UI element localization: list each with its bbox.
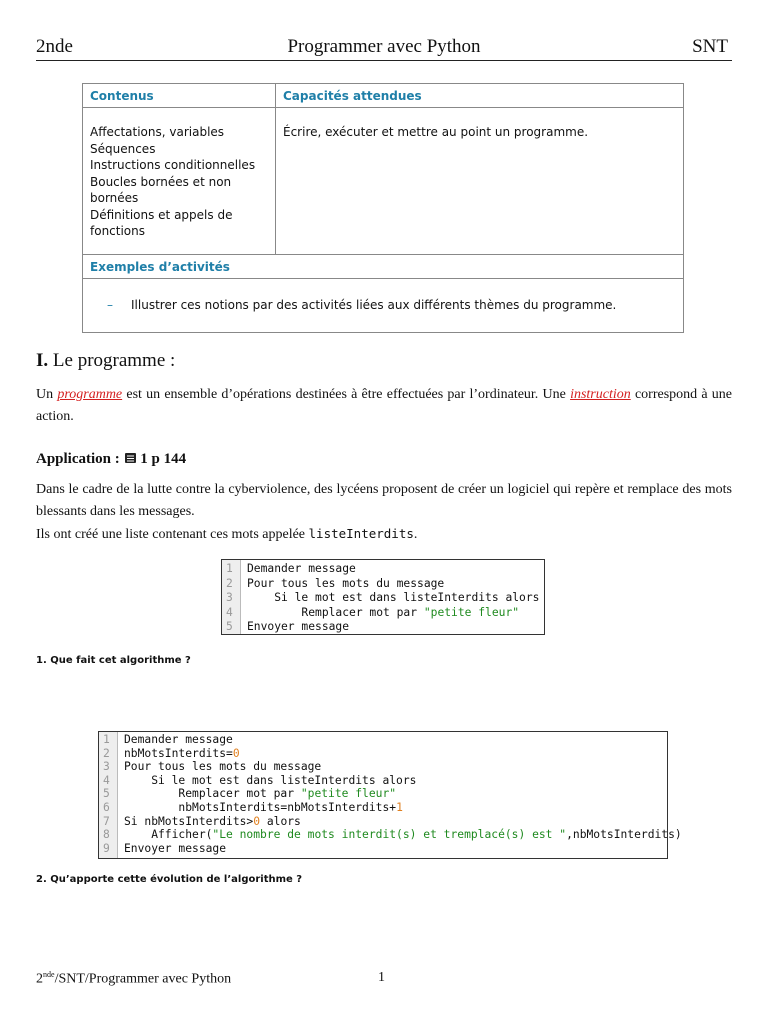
algorithm-code-block-1 — [221, 559, 545, 635]
code-number: 0 — [253, 814, 261, 828]
dash-bullet: – — [107, 298, 113, 312]
code-text: Si le mot est dans listeInterdits alors — [124, 773, 417, 787]
code-text: Demander message — [247, 562, 356, 575]
code-part: alors — [260, 814, 301, 828]
example-item — [83, 279, 683, 312]
line-number: 5 — [226, 620, 233, 634]
code-line — [99, 760, 667, 774]
code-part: Afficher( — [124, 828, 213, 842]
code-number: 1 — [396, 800, 403, 814]
contents-cell — [83, 108, 276, 255]
code-text: Envoyer message — [124, 841, 227, 855]
header-title: Programmer avec Python — [287, 36, 481, 57]
contents-line: Séquences — [90, 141, 156, 156]
code-line — [222, 562, 544, 577]
context-text: Ils ont créé une liste contenant ces mots appelée — [36, 527, 309, 542]
capacities-cell: Écrire, exécuter et mettre au point un programme. — [276, 108, 684, 255]
code-text — [124, 815, 301, 829]
page-number: 1 — [378, 970, 385, 985]
code-part: nbMotsInterdits= — [124, 746, 233, 760]
intro-text: Un — [36, 387, 58, 402]
code-string: "petite fleur" — [300, 787, 397, 801]
code-text — [124, 747, 240, 761]
keyword-programme: programme — [57, 387, 123, 402]
footer-path — [36, 970, 231, 988]
code-line — [222, 577, 544, 592]
line-number: 1 — [103, 733, 110, 746]
header-subject: SNT — [692, 36, 728, 57]
section-text: Le programme : — [52, 350, 176, 371]
code-text — [247, 606, 519, 621]
code-text: Demander message — [124, 733, 233, 746]
question-2: 2. Qu’apporte cette évolution de l’algorithme ? — [36, 874, 303, 885]
code-text: Envoyer message — [247, 620, 350, 634]
line-number: 5 — [103, 787, 110, 801]
code-string: "petite fleur" — [423, 605, 520, 619]
footer-text: /SNT/Programmer avec Python — [54, 971, 232, 987]
list-name-code: listeInterdits — [308, 526, 414, 541]
application-label: Application : — [36, 451, 120, 467]
question-1: 1. Que fait cet algorithme ? — [36, 655, 191, 666]
intro-text: correspond à une action. — [36, 387, 732, 424]
intro-paragraph — [36, 384, 732, 428]
line-number: 6 — [103, 800, 110, 814]
code-line — [99, 801, 667, 815]
code-text: Pour tous les mots du message — [247, 576, 445, 590]
section-title — [36, 350, 175, 372]
code-text — [124, 787, 396, 801]
code-part: Remplacer mot par — [247, 605, 424, 619]
contents-line: fonctions — [90, 224, 146, 238]
line-number: 3 — [103, 760, 110, 774]
contents-line: Définitions et appels de — [90, 207, 233, 222]
line-number: 9 — [103, 841, 110, 855]
code-text: Si le mot est dans listeInterdits alors — [247, 591, 540, 605]
line-number: 7 — [103, 814, 110, 828]
contents-line: Boucles bornées et non — [90, 174, 232, 189]
line-number: 8 — [103, 828, 110, 842]
header-level: 2nde — [36, 36, 73, 57]
contents-line: Affectations, variables — [90, 125, 225, 139]
context-line — [36, 523, 732, 546]
code-string: "Le nombre de mots interdit(s) et tremplacé(s) est " — [212, 828, 567, 842]
code-part: ,nbMotsInterdits) — [566, 828, 682, 842]
code-line — [222, 606, 544, 621]
code-line — [99, 842, 667, 856]
code-text: Pour tous les mots du message — [124, 760, 322, 774]
code-line — [99, 774, 667, 788]
contents-line: bornées — [90, 191, 139, 205]
section-number: I. — [36, 350, 49, 371]
application-ref: 1 p 144 — [140, 451, 187, 467]
curriculum-table — [82, 83, 684, 333]
code-line — [99, 815, 667, 829]
examples-cell — [83, 255, 684, 333]
page-header — [36, 36, 732, 61]
code-line — [99, 828, 682, 842]
line-number: 2 — [103, 746, 110, 760]
contents-header: Contenus — [83, 84, 276, 108]
footer-level: 2 — [36, 971, 43, 987]
examples-header: Exemples d’activités — [83, 255, 683, 279]
footer-sup: nde — [43, 970, 55, 979]
code-line — [222, 591, 544, 606]
application-title — [36, 451, 186, 468]
code-part: Remplacer mot par — [124, 787, 301, 801]
algorithm-code-block-2 — [98, 731, 682, 859]
code-number: 0 — [232, 746, 240, 760]
intro-text: est un ensemble d’opérations destinées à être effectuées par l’ordinateur. Une — [122, 387, 571, 402]
line-number: 3 — [226, 591, 233, 605]
code-line — [222, 620, 544, 635]
context-paragraph: Dans le cadre de la lutte contre la cyberviolence, des lycéens proposent de créer un logiciel qui repère et remplace des mots blessants dans les messages. — [36, 482, 732, 519]
code-text — [124, 801, 403, 815]
code-line — [99, 733, 667, 747]
code-part: Si nbMotsInterdits> — [124, 814, 254, 828]
keyword-instruction: instruction — [570, 387, 631, 402]
book-icon — [124, 451, 137, 467]
line-number: 1 — [226, 562, 233, 575]
code-line — [99, 787, 667, 801]
line-number: 2 — [226, 576, 233, 590]
line-number: 4 — [226, 605, 233, 619]
code-part: nbMotsInterdits=nbMotsInterdits+ — [124, 800, 397, 814]
example-text: Illustrer ces notions par des activités liées aux différents thèmes du programme. — [131, 298, 617, 312]
line-number: 4 — [103, 773, 110, 787]
contents-line: Instructions conditionnelles — [90, 158, 256, 172]
capacities-header: Capacités attendues — [276, 84, 684, 108]
context-text: . — [413, 527, 418, 542]
code-text — [124, 828, 682, 842]
code-line — [99, 747, 667, 761]
